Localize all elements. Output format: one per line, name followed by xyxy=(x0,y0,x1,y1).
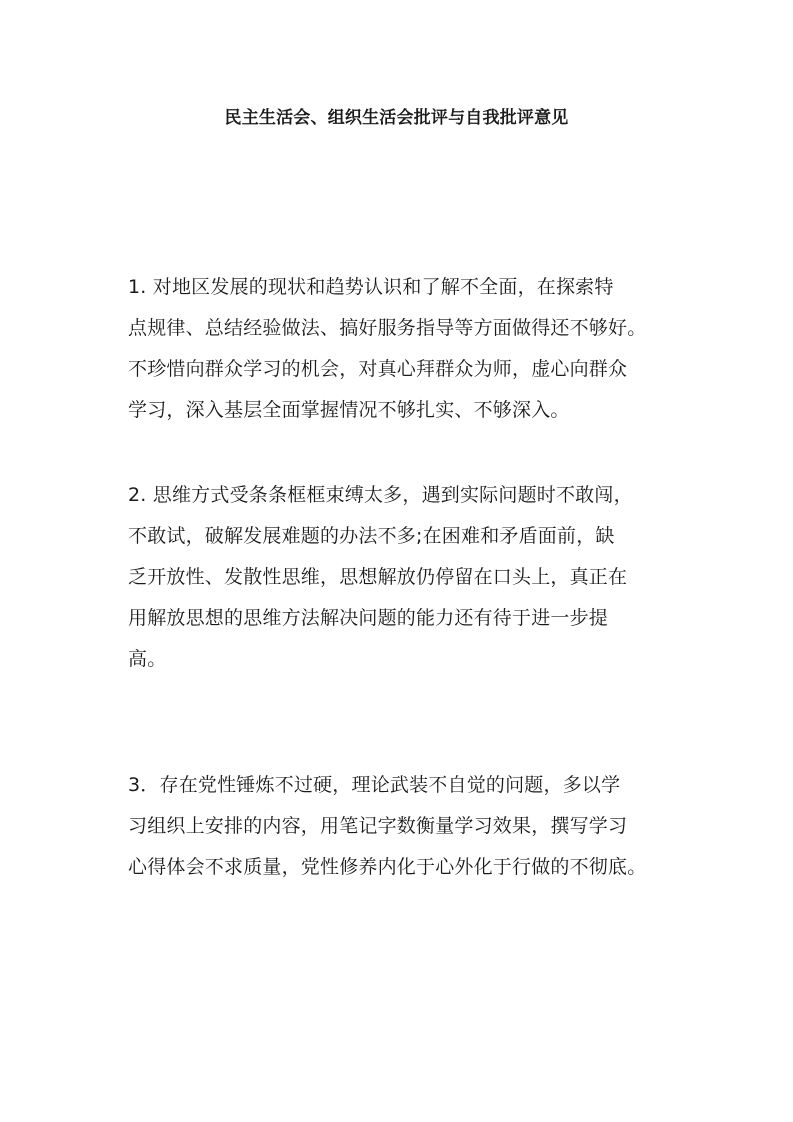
paragraph-line: 3．存在党性锤炼不过硬，理论武装不自觉的问题，多以学 xyxy=(128,774,621,796)
document-title: 民主生活会、组织生活会批评与自我批评意见 xyxy=(224,108,569,128)
paragraph-line: 心得体会不求质量，党性修养内化于心外化于行做的不彻底。 xyxy=(128,856,647,878)
paragraph-line: 1. 对地区发展的现状和趋势认识和了解不全面，在探索特 xyxy=(128,276,614,298)
paragraph-line: 点规律、总结经验做法、搞好服务指导等方面做得还不够好。 xyxy=(128,317,647,339)
paragraph-line: 高。 xyxy=(128,648,167,670)
paragraph-1 xyxy=(128,267,678,431)
paragraph-2 xyxy=(128,475,678,680)
paragraph-line: 习组织上安排的内容，用笔记字数衡量学习效果，撰写学习 xyxy=(128,815,628,837)
paragraph-3 xyxy=(128,765,678,888)
paragraph-line: 不敢试，破解发展难题的办法不多;在困难和矛盾面前，缺 xyxy=(128,525,615,547)
paragraph-line: 学习，深入基层全面掌握情况不够扎实、不够深入。 xyxy=(128,399,570,421)
paragraph-line: 2. 思维方式受条条框框束缚太多，遇到实际问题时不敢闯， xyxy=(128,484,633,506)
paragraph-line: 用解放思想的思维方法解决问题的能力还有待于进一步提 xyxy=(128,607,609,629)
paragraph-line: 乏开放性、发散性思维，思想解放仍停留在口头上，真正在 xyxy=(128,566,628,588)
paragraph-line: 不珍惜向群众学习的机会，对真心拜群众为师，虚心向群众 xyxy=(128,358,628,380)
